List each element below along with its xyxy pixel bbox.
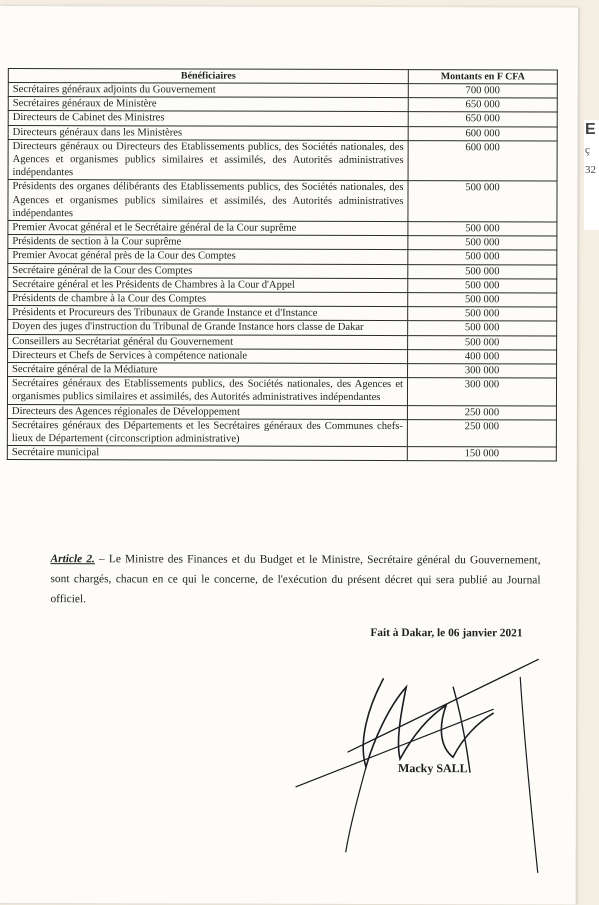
table-row bbox=[8, 139, 557, 181]
article-text: – Le Ministre des Finances et du Budget et le Ministre, Secrétaire général du Gouvernement, sont chargés, chacun en ce qui le concerne, de l'exécution du présent décret qui sera publié au Journal officiel. bbox=[50, 553, 541, 606]
amount-cell: 500 000 bbox=[408, 236, 557, 251]
amount-cell: 600 000 bbox=[408, 140, 557, 181]
table-row bbox=[7, 404, 556, 420]
amount-cell: 500 000 bbox=[408, 250, 557, 265]
amount-cell: 500 000 bbox=[408, 222, 557, 237]
article-label: Article 2. bbox=[50, 553, 95, 566]
beneficiary-cell: Secrétaires généraux adjoints du Gouvernement bbox=[8, 83, 408, 98]
place-date: Fait à Dakar, le 06 janvier 2021 bbox=[370, 626, 523, 640]
beneficiary-cell: Secrétaires généraux des Départements et les Secrétaires généraux des Communes chefs-lieux de Département (circonscription administrative) bbox=[7, 418, 407, 446]
beneficiary-cell: Secrétaires généraux des Etablissements publics, des Sociétés nationales, des Agences et organismes publics similaires et assimilés, des Autorités administratives indépendantes bbox=[7, 377, 407, 405]
edge-glyph: ç bbox=[585, 144, 590, 156]
beneficiary-cell: Directeurs de Cabinet des Ministres bbox=[8, 111, 408, 126]
table-row bbox=[8, 235, 557, 251]
table-row bbox=[8, 292, 557, 308]
header-beneficiaries: Bénéficiaires bbox=[8, 69, 408, 84]
beneficiary-cell: Premier Avocat général et le Secrétaire général de la Cour suprême bbox=[8, 221, 408, 236]
beneficiary-cell: Directeurs et Chefs de Services à compétence nationale bbox=[8, 348, 408, 363]
amount-cell: 700 000 bbox=[408, 84, 557, 99]
amount-cell: 300 000 bbox=[408, 364, 557, 379]
amount-cell: 500 000 bbox=[408, 293, 557, 308]
table-row bbox=[8, 320, 557, 336]
beneficiary-cell: Secrétaires généraux de Ministère bbox=[8, 97, 408, 112]
header-amounts: Montants en F CFA bbox=[408, 70, 557, 84]
table-row bbox=[8, 249, 557, 265]
table-row bbox=[8, 263, 557, 279]
beneficiary-cell: Secrétaire général de la Médiature bbox=[8, 363, 408, 378]
table-row bbox=[8, 334, 557, 350]
amount-cell: 150 000 bbox=[407, 447, 556, 462]
table-row bbox=[7, 446, 556, 462]
table-row bbox=[8, 277, 557, 293]
amount-cell: 500 000 bbox=[408, 307, 557, 322]
amount-cell: 500 000 bbox=[408, 321, 557, 336]
beneficiary-cell: Directeurs des Agences régionales de Développement bbox=[7, 404, 407, 419]
allowance-table bbox=[7, 68, 558, 462]
beneficiary-cell: Doyen des juges d'instruction du Tribunal de Grande Instance hors classe de Dakar bbox=[8, 320, 408, 335]
table-row bbox=[8, 111, 557, 127]
table-row bbox=[8, 83, 557, 99]
table-row bbox=[8, 180, 557, 222]
amount-cell: 300 000 bbox=[407, 378, 556, 406]
amount-cell: 500 000 bbox=[408, 181, 557, 222]
table-row bbox=[8, 125, 557, 141]
adjacent-page-fragment bbox=[584, 120, 599, 230]
table-row bbox=[8, 363, 557, 379]
amount-cell: 650 000 bbox=[408, 112, 557, 127]
beneficiary-cell: Directeurs généraux ou Directeurs des Etablissements publics, des Sociétés nationales, des Agences et organismes publics similaires et assimilés, des Autorités administratives indépendantes bbox=[8, 139, 408, 181]
beneficiary-cell: Secrétaire général de la Cour des Comptes bbox=[8, 263, 408, 278]
edge-letter: E bbox=[585, 121, 596, 138]
signatory-name: Macky SALL bbox=[397, 761, 468, 776]
amount-cell: 250 000 bbox=[407, 419, 556, 447]
article-2 bbox=[50, 549, 540, 610]
amount-cell: 500 000 bbox=[408, 278, 557, 293]
table-row bbox=[7, 377, 556, 406]
amount-cell: 250 000 bbox=[407, 405, 556, 420]
table-row bbox=[8, 348, 557, 364]
beneficiary-cell: Conseillers au Secrétariat général du Gouvernement bbox=[8, 334, 408, 349]
beneficiary-cell: Secrétaire municipal bbox=[7, 446, 407, 461]
amount-cell: 500 000 bbox=[408, 335, 557, 350]
beneficiary-cell: Secrétaire général et les Présidents de Chambres à la Cour d'Appel bbox=[8, 277, 408, 292]
amount-cell: 650 000 bbox=[408, 98, 557, 113]
amount-cell: 600 000 bbox=[408, 126, 557, 141]
amount-cell: 400 000 bbox=[408, 349, 557, 364]
table-row bbox=[8, 221, 557, 237]
table-row bbox=[8, 306, 557, 322]
edge-number: 32 bbox=[585, 164, 596, 176]
table-header-row bbox=[8, 69, 557, 84]
table-row bbox=[7, 418, 556, 447]
amount-cell: 500 000 bbox=[408, 264, 557, 279]
table-row bbox=[8, 97, 557, 113]
beneficiary-cell: Directeurs généraux dans les Ministères bbox=[8, 125, 408, 140]
beneficiary-cell: Présidents et Procureurs des Tribunaux de Grande Instance et d'Instance bbox=[8, 306, 408, 321]
beneficiary-cell: Présidents de chambre à la Cour des Comptes bbox=[8, 292, 408, 307]
decree-page bbox=[0, 6, 578, 905]
beneficiary-cell: Présidents de section à la Cour suprême bbox=[8, 235, 408, 250]
beneficiary-cell: Premier Avocat général près de la Cour des Comptes bbox=[8, 249, 408, 264]
beneficiary-cell: Présidents des organes délibérants des Etablissements publics, des Sociétés nationales, des Agences et organismes publics similaires et assimilés, des Autorités administratives indépendantes bbox=[8, 180, 408, 222]
